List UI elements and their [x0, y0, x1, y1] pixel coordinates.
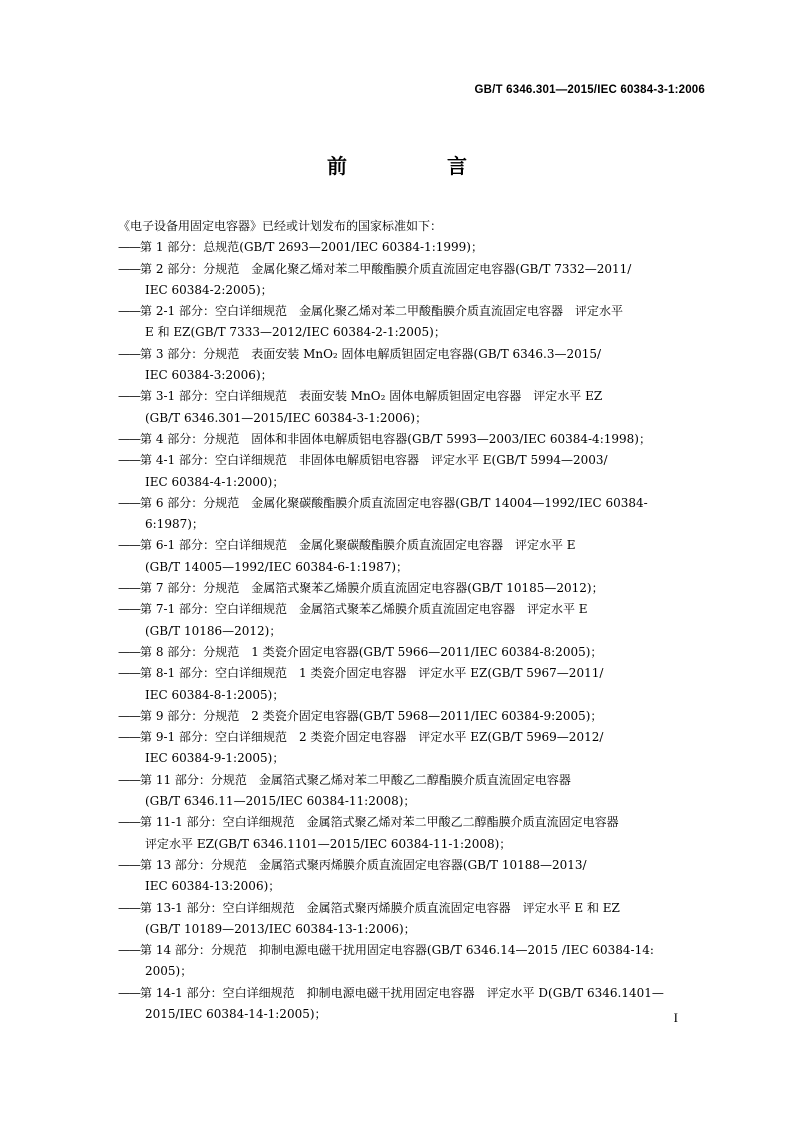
dash-marker: ——: [118, 644, 140, 659]
list-item-continuation: IEC 60384-4-1:2000)；: [145, 474, 285, 489]
list-item-continuation: 6:1987)；: [145, 517, 204, 532]
dash-marker: ——: [118, 815, 140, 830]
dash-marker: ——: [118, 857, 140, 872]
list-item-continuation: (GB/T 6346.301—2015/IEC 60384-3-1:2006)；: [145, 410, 428, 425]
dash-marker: ——: [118, 495, 140, 510]
list-item-text: 第 8-1 部分：空白详细规范 1 类瓷介固定电容器 评定水平 EZ(GB/T 5967—2011/: [140, 666, 604, 681]
list-item: [118, 663, 706, 706]
list-item: [118, 535, 706, 578]
list-item-text: 第 6 部分：分规范 金属化聚碳酸酯膜介质直流固定电容器(GB/T 14004—1992/IEC 60384-: [140, 495, 648, 510]
dash-marker: ——: [118, 943, 140, 958]
dash-marker: ——: [118, 900, 140, 915]
list-item-text: 第 6-1 部分：空白详细规范 金属化聚碳酸酯膜介质直流固定电容器 评定水平 E: [140, 538, 576, 553]
list-item-continuation: IEC 60384-9-1:2005)；: [145, 751, 285, 766]
dash-marker: ——: [118, 389, 140, 404]
list-item: [118, 812, 706, 855]
list-item: [118, 344, 706, 387]
list-item-text: 第 8 部分：分规范 1 类瓷介固定电容器(GB/T 5966—2011/IEC 60384-8:2005)；: [140, 644, 603, 659]
list-item: [118, 642, 706, 663]
list-item-text: 第 1 部分：总规范(GB/T 2693—2001/IEC 60384-1:1999)；: [140, 240, 483, 255]
list-item-continuation: 2005)；: [145, 964, 193, 979]
list-item-continuation: 评定水平 EZ(GB/T 6346.1101—2015/IEC 60384-11-1:2008)；: [145, 836, 512, 851]
list-item-text: 第 4-1 部分：空白详细规范 非固体电解质铝电容器 评定水平 E(GB/T 5994—2003/: [140, 453, 608, 468]
list-item-continuation: (GB/T 6346.11—2015/IEC 60384-11:2008)；: [145, 794, 416, 809]
dash-marker: ——: [118, 261, 140, 276]
dash-marker: ——: [118, 240, 140, 255]
list-item: [118, 301, 706, 344]
dash-marker: ——: [118, 708, 140, 723]
list-item-text: 第 2-1 部分：空白详细规范 金属化聚乙烯对苯二甲酸酯膜介质直流固定电容器 评定水平: [140, 304, 623, 319]
list-item-text: 第 2 部分：分规范 金属化聚乙烯对苯二甲酸酯膜介质直流固定电容器(GB/T 7332—2011/: [140, 261, 632, 276]
dash-marker: ——: [118, 985, 140, 1000]
list-item-continuation: IEC 60384-2:2005)；: [145, 282, 273, 297]
list-item: [118, 855, 706, 898]
list-item-text: 第 7-1 部分：空白详细规范 金属箔式聚苯乙烯膜介质直流固定电容器 评定水平 E: [140, 602, 588, 617]
dash-marker: ——: [118, 581, 140, 596]
list-item-text: 第 4 部分：分规范 固体和非固体电解质铝电容器(GB/T 5993—2003/IEC 60384-4:1998)；: [140, 431, 651, 446]
list-item-continuation: 2015/IEC 60384-14-1:2005)；: [145, 1006, 327, 1021]
dash-marker: ——: [118, 538, 140, 553]
page-number: I: [673, 1010, 678, 1025]
list-item-text: 第 14 部分：分规范 抑制电源电磁干扰用固定电容器(GB/T 6346.14—2015 /IEC 60384-14:: [140, 943, 654, 958]
list-item-text: 第 14-1 部分：空白详细规范 抑制电源电磁干扰用固定电容器 评定水平 D(GB/T 6346.1401—: [140, 985, 664, 1000]
list-item-text: 第 7 部分：分规范 金属箔式聚苯乙烯膜介质直流固定电容器(GB/T 10185—2012)；: [140, 581, 604, 596]
list-item: [118, 983, 706, 1026]
list-item-text: 第 11 部分：分规范 金属箔式聚乙烯对苯二甲酸乙二醇酯膜介质直流固定电容器: [140, 772, 571, 787]
foreword-body: [118, 216, 706, 1025]
dash-marker: ——: [118, 602, 140, 617]
list-item: [118, 940, 706, 983]
list-item-text: 第 9-1 部分：空白详细规范 2 类瓷介固定电容器 评定水平 EZ(GB/T 5969—2012/: [140, 730, 604, 745]
dash-marker: ——: [118, 666, 140, 681]
list-item-text: 第 3 部分：分规范 表面安装 MnO₂ 固体电解质钽固定电容器(GB/T 6346.3—2015/: [140, 346, 602, 361]
intro-paragraph: 《电子设备用固定电容器》已经或计划发布的国家标准如下：: [118, 219, 443, 233]
standard-number-header: GB/T 6346.301—2015/IEC 60384-3-1:2006: [474, 84, 705, 96]
list-item: [118, 386, 706, 429]
list-item: [118, 450, 706, 493]
list-item: [118, 898, 706, 941]
list-item-text: 第 9 部分：分规范 2 类瓷介固定电容器(GB/T 5968—2011/IEC 60384-9:2005)；: [140, 708, 603, 723]
list-item-text: 第 13-1 部分：空白详细规范 金属箔式聚丙烯膜介质直流固定电容器 评定水平 E 和 EZ: [140, 900, 620, 915]
list-item-continuation: IEC 60384-13:2006)；: [145, 879, 281, 894]
dash-marker: ——: [118, 453, 140, 468]
list-item-continuation: IEC 60384-3:2006)；: [145, 368, 273, 383]
list-item: [118, 727, 706, 770]
list-item: [118, 259, 706, 302]
list-item: [118, 578, 706, 599]
list-item: [118, 599, 706, 642]
list-item: [118, 706, 706, 727]
dash-marker: ——: [118, 346, 140, 361]
list-item-continuation: (GB/T 10189—2013/IEC 60384-13-1:2006)；: [145, 921, 416, 936]
dash-marker: ——: [118, 431, 140, 446]
dash-marker: ——: [118, 304, 140, 319]
standards-list: [118, 237, 706, 1025]
list-item-text: 第 13 部分：分规范 金属箔式聚丙烯膜介质直流固定电容器(GB/T 10188—2013/: [140, 857, 587, 872]
list-item-continuation: (GB/T 10186—2012)；: [145, 623, 282, 638]
dash-marker: ——: [118, 772, 140, 787]
list-item: [118, 429, 706, 450]
list-item-continuation: (GB/T 14005—1992/IEC 60384-6-1:1987)；: [145, 559, 409, 574]
list-item: [118, 770, 706, 813]
list-item: [118, 493, 706, 536]
list-item-text: 第 11-1 部分：空白详细规范 金属箔式聚乙烯对苯二甲酸乙二醇酯膜介质直流固定电容器: [140, 815, 619, 830]
list-item-text: 第 3-1 部分：空白详细规范 表面安装 MnO₂ 固体电解质钽固定电容器 评定水平 EZ: [140, 389, 603, 404]
list-item: [118, 237, 706, 258]
dash-marker: ——: [118, 730, 140, 745]
list-item-continuation: IEC 60384-8-1:2005)；: [145, 687, 285, 702]
list-item-continuation: E 和 EZ(GB/T 7333—2012/IEC 60384-2-1:2005)；: [145, 325, 446, 340]
page-title: 前 言: [327, 154, 507, 178]
